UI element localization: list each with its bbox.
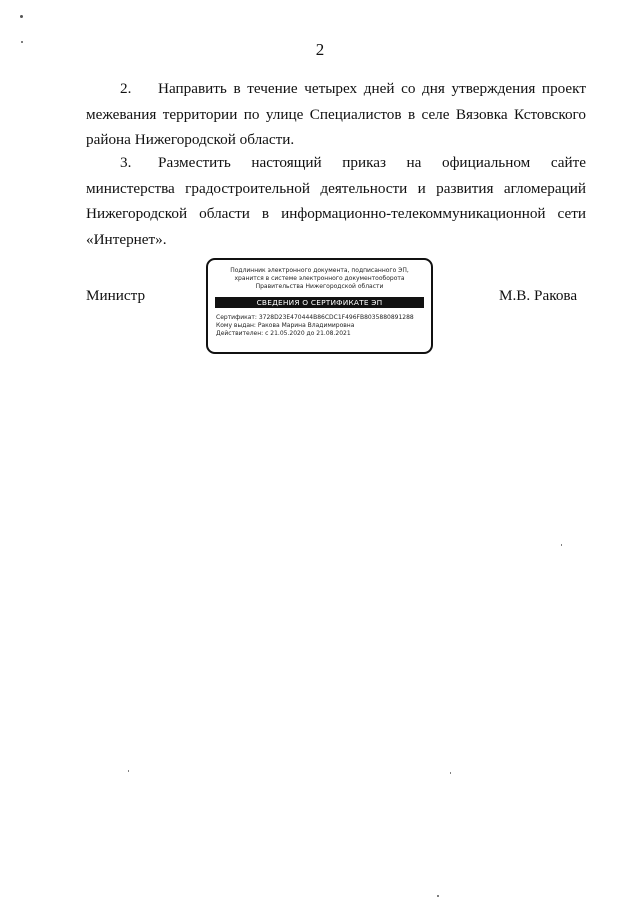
- paragraph-text: Направить в течение четырех дней со дня утверждения проект межевания территории по улице Специалистов в селе Вязовка Кстовского района Нижегородской области.: [86, 80, 586, 148]
- stamp-header: [208, 267, 431, 291]
- scan-speck: [450, 772, 451, 774]
- validity-value: с 21.05.2020 до 21.08.2021: [265, 330, 351, 337]
- scan-speck: [561, 544, 562, 546]
- stamp-header-line: хранится в системе электронного документооборота: [234, 275, 405, 282]
- electronic-signature-stamp: [206, 258, 433, 354]
- stamp-header-line: Подлинник электронного документа, подписанного ЭП,: [230, 267, 409, 274]
- page-number: 2: [315, 40, 325, 59]
- signatory-name: М.В. Ракова: [499, 287, 578, 304]
- scan-speck: [128, 770, 129, 772]
- issued-to-value: Ракова Марина Владимировна: [257, 322, 355, 329]
- validity-label: Действителен:: [216, 330, 264, 337]
- paragraph-item-2: [86, 76, 586, 153]
- paragraph-number: 2.: [120, 80, 132, 97]
- stamp-header-line: Правительства Нижегородской области: [255, 283, 384, 290]
- paragraph-item-3: [86, 150, 586, 252]
- certificate-label: Сертификат:: [216, 314, 257, 321]
- signatory-title: Министр: [86, 287, 146, 304]
- scan-speck: [21, 41, 23, 43]
- certificate-value: 3728D23E470444B86CDC1F496FB8035880891288: [258, 314, 414, 321]
- stamp-title-bar: СВЕДЕНИЯ О СЕРТИФИКАТЕ ЭП: [215, 297, 424, 308]
- scan-speck: [437, 895, 439, 897]
- paragraph-number: 3.: [120, 154, 132, 171]
- validity-row: [216, 330, 431, 338]
- stamp-details: [216, 314, 431, 338]
- certificate-row: [216, 314, 431, 322]
- scan-speck: [20, 15, 23, 18]
- issued-to-label: Кому выдан:: [216, 322, 256, 329]
- paragraph-text: Разместить настоящий приказ на официальном сайте министерства градостроительной деятельности и развития агломераций Нижегородской области в информационно-телекоммуникационной сети «Интернет».: [86, 154, 586, 248]
- issued-to-row: [216, 322, 431, 330]
